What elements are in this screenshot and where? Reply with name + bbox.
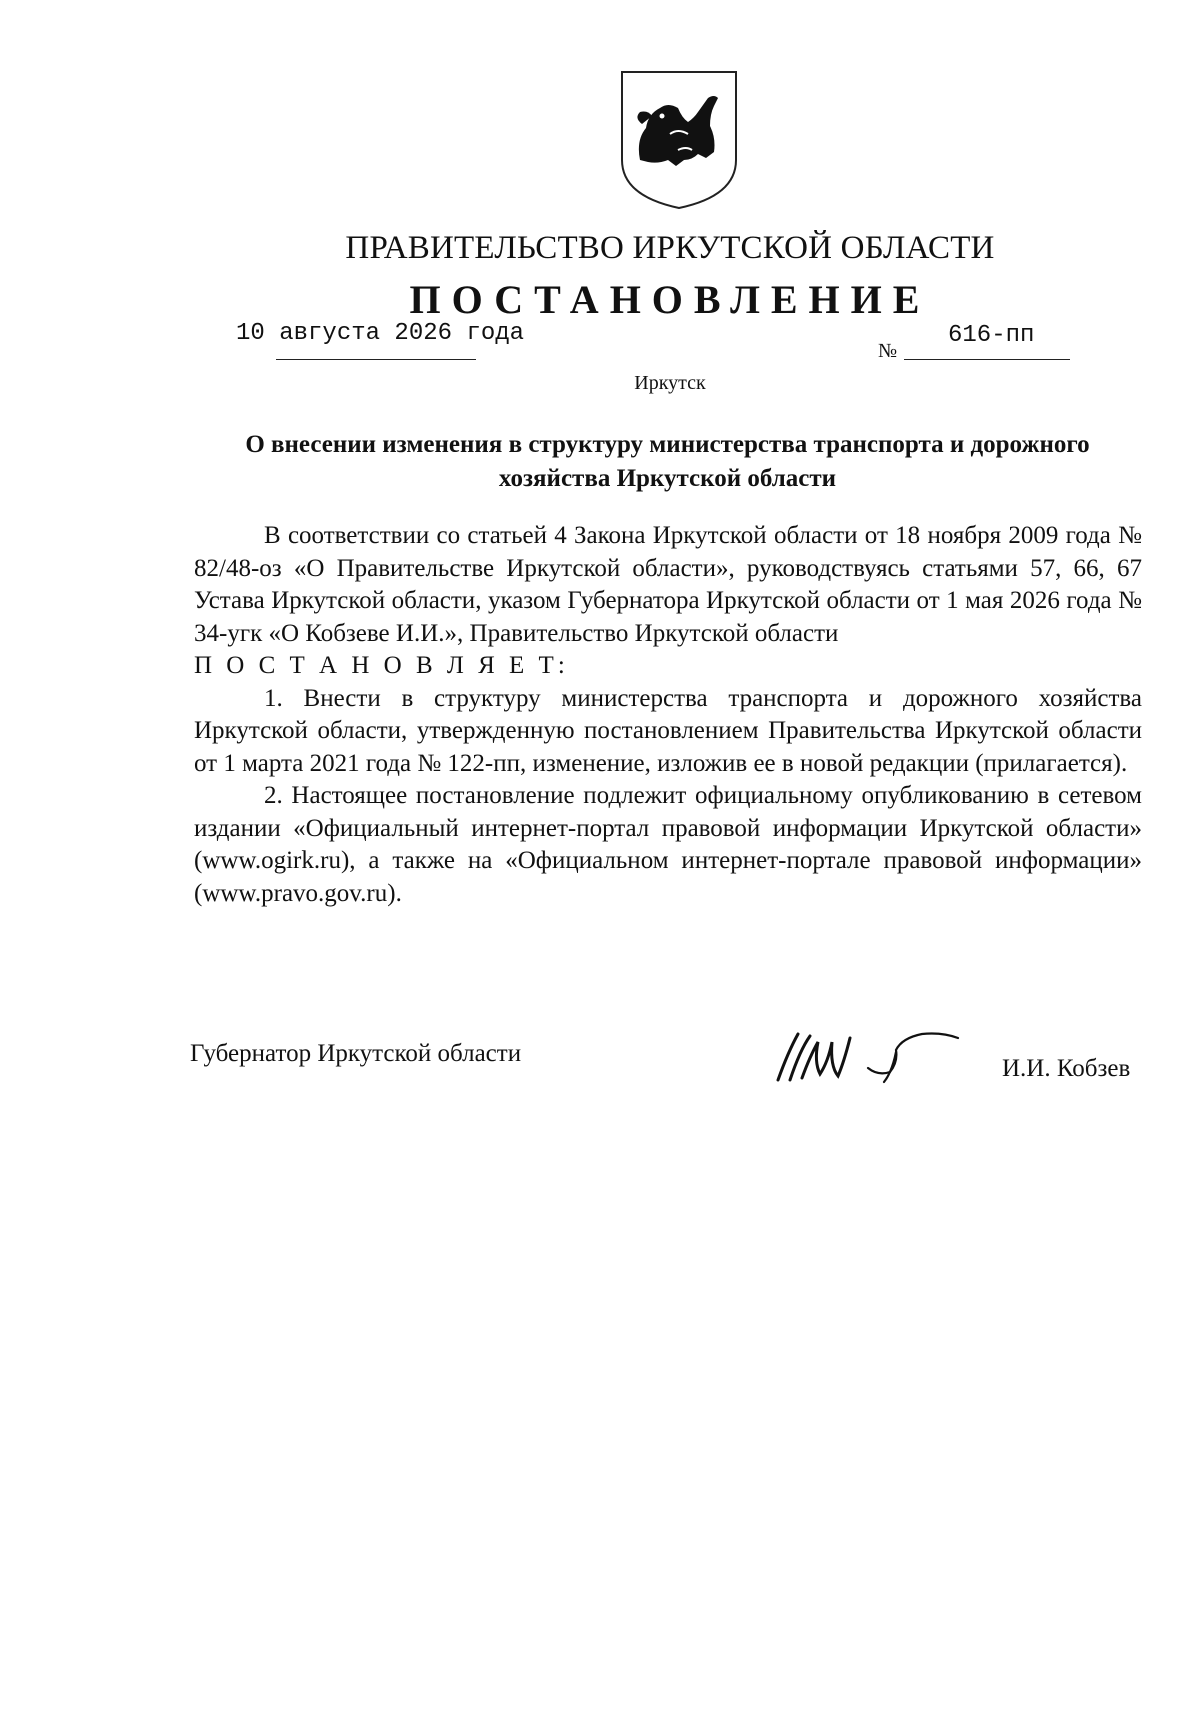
item-1: 1. Внести в структуру министерства транспорта и дорожного хозяйства Иркутской области, утвержденную постановлением Правительства Иркутской области от 1 марта 2021 года № 122-пп, изменение, изложив ее в новой редакции (прилагается).: [194, 684, 1142, 777]
decree-title: О внесении изменения в структуру министерства транспорта и дорожного хозяйства Иркутской области: [245, 431, 1090, 492]
city: Иркутск: [634, 372, 706, 394]
decree-number: 616-пп: [948, 322, 1035, 349]
item-2: 2. Настоящее постановление подлежит официальному опубликованию в сетевом издании «Официальный интернет-портал правовой информации Иркутской области» (www.ogirk.ru), а также на «Официальном интернет-портале правовой информации» (www.pravo.gov.ru).: [194, 782, 1142, 907]
resolves-heading: П О С Т А Н О В Л Я Е Т:: [194, 652, 569, 679]
signer-name: И.И. Кобзев: [1002, 1055, 1131, 1082]
preamble: В соответствии со статьей 4 Закона Иркутской области от 18 ноября 2009 года № 82/48-оз «О Правительстве Иркутской области», руководствуясь статьями 57, 66, 67 Устава Иркутской области, указом Губернатора Иркутской области от 1 мая 2026 года № 34-угк «О Кобзеве И.И.», Правительство Иркутской области: [194, 522, 1142, 647]
decree-date: 10 августа 2026 года: [236, 320, 525, 347]
number-sign: №: [878, 340, 898, 362]
date-underline: [276, 359, 476, 360]
signer-position: Губернатор Иркутской области: [190, 1040, 522, 1067]
coat-of-arms-icon: [618, 68, 740, 212]
decree-body: [194, 520, 1142, 910]
document-type: ПОСТАНОВЛЕНИЕ: [409, 277, 931, 322]
handwritten-signature: [772, 1022, 972, 1092]
government-name: ПРАВИТЕЛЬСТВО ИРКУТСКОЙ ОБЛАСТИ: [345, 230, 995, 266]
number-underline: [904, 359, 1070, 360]
